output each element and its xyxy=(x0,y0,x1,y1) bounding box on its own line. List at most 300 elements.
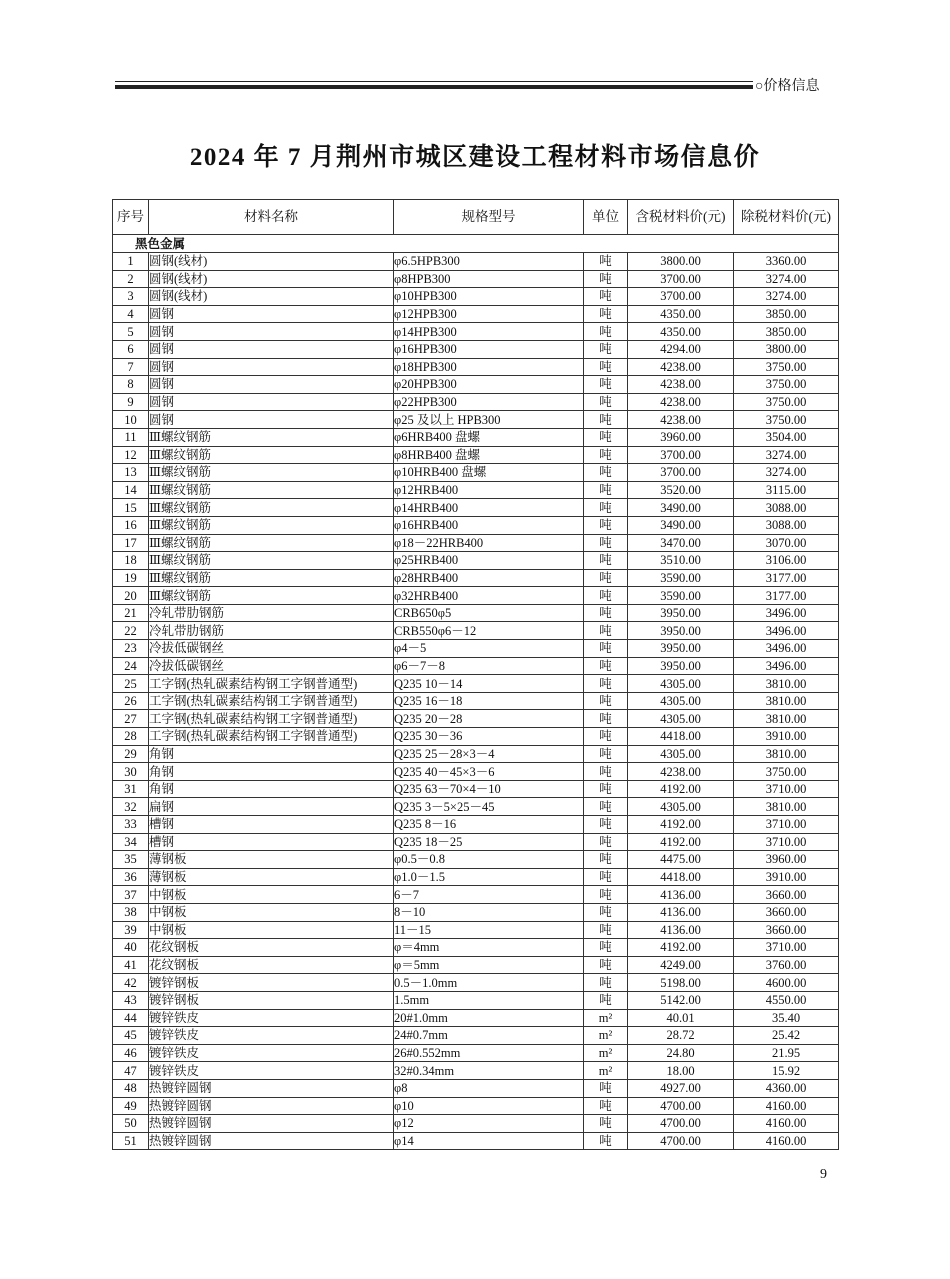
cell-material-name: 圆钢 xyxy=(149,393,394,411)
cell-spec: 11－15 xyxy=(394,921,584,939)
cell-unit: 吨 xyxy=(584,745,628,763)
cell-spec: Q235 30－36 xyxy=(394,728,584,746)
cell-index: 17 xyxy=(113,534,149,552)
cell-price-with-tax: 4700.00 xyxy=(628,1132,734,1150)
cell-unit: 吨 xyxy=(584,675,628,693)
cell-index: 25 xyxy=(113,675,149,693)
cell-price-without-tax: 25.42 xyxy=(734,1027,839,1045)
cell-price-without-tax: 3106.00 xyxy=(734,552,839,570)
cell-price-without-tax: 3850.00 xyxy=(734,305,839,323)
cell-price-with-tax: 4192.00 xyxy=(628,780,734,798)
cell-spec: φ18HPB300 xyxy=(394,358,584,376)
table-row xyxy=(113,1115,839,1133)
cell-unit: 吨 xyxy=(584,323,628,341)
cell-material-name: 圆钢 xyxy=(149,376,394,394)
cell-price-without-tax: 3496.00 xyxy=(734,657,839,675)
cell-material-name: 槽钢 xyxy=(149,833,394,851)
cell-index: 7 xyxy=(113,358,149,376)
cell-unit: 吨 xyxy=(584,903,628,921)
cell-material-name: 工字钢(热轧碳素结构钢工字钢普通型) xyxy=(149,728,394,746)
cell-price-without-tax: 21.95 xyxy=(734,1044,839,1062)
table-row xyxy=(113,657,839,675)
table-row xyxy=(113,851,839,869)
cell-price-with-tax: 3960.00 xyxy=(628,428,734,446)
cell-unit: m² xyxy=(584,1044,628,1062)
cell-price-without-tax: 3496.00 xyxy=(734,604,839,622)
cell-unit: 吨 xyxy=(584,340,628,358)
cell-price-without-tax: 4360.00 xyxy=(734,1079,839,1097)
cell-index: 2 xyxy=(113,270,149,288)
cell-material-name: Ⅲ螺纹钢筋 xyxy=(149,481,394,499)
cell-spec: φ10HRB400 盘螺 xyxy=(394,464,584,482)
cell-spec: φ12HRB400 xyxy=(394,481,584,499)
cell-price-with-tax: 4305.00 xyxy=(628,745,734,763)
cell-unit: 吨 xyxy=(584,446,628,464)
table-row xyxy=(113,939,839,957)
cell-material-name: 镀锌铁皮 xyxy=(149,1062,394,1080)
cell-spec: φ12 xyxy=(394,1115,584,1133)
cell-unit: 吨 xyxy=(584,657,628,675)
table-row xyxy=(113,710,839,728)
cell-price-without-tax: 3660.00 xyxy=(734,903,839,921)
table-row xyxy=(113,974,839,992)
cell-unit: 吨 xyxy=(584,798,628,816)
table-row xyxy=(113,481,839,499)
cell-unit: 吨 xyxy=(584,1097,628,1115)
table-body xyxy=(113,235,839,1150)
cell-material-name: 热镀锌圆钢 xyxy=(149,1097,394,1115)
cell-unit: 吨 xyxy=(584,516,628,534)
cell-index: 4 xyxy=(113,305,149,323)
cell-price-with-tax: 4350.00 xyxy=(628,305,734,323)
cell-price-without-tax: 3504.00 xyxy=(734,428,839,446)
cell-price-without-tax: 3496.00 xyxy=(734,640,839,658)
cell-price-with-tax: 3590.00 xyxy=(628,569,734,587)
table-row xyxy=(113,1079,839,1097)
cell-price-with-tax: 3950.00 xyxy=(628,640,734,658)
cell-price-without-tax: 3177.00 xyxy=(734,569,839,587)
cell-material-name: 镀锌钢板 xyxy=(149,991,394,1009)
cell-material-name: 冷拔低碳钢丝 xyxy=(149,640,394,658)
cell-price-with-tax: 3950.00 xyxy=(628,604,734,622)
cell-index: 18 xyxy=(113,552,149,570)
cell-price-without-tax: 3710.00 xyxy=(734,816,839,834)
cell-index: 1 xyxy=(113,253,149,271)
cell-index: 6 xyxy=(113,340,149,358)
cell-unit: 吨 xyxy=(584,393,628,411)
table-row xyxy=(113,1009,839,1027)
table-row xyxy=(113,1132,839,1150)
table-row xyxy=(113,798,839,816)
cell-price-without-tax: 3660.00 xyxy=(734,886,839,904)
table-row xyxy=(113,833,839,851)
table-row xyxy=(113,446,839,464)
cell-price-without-tax: 3800.00 xyxy=(734,340,839,358)
table-row xyxy=(113,604,839,622)
cell-unit: 吨 xyxy=(584,974,628,992)
cell-spec: φ8 xyxy=(394,1079,584,1097)
cell-unit: 吨 xyxy=(584,464,628,482)
cell-index: 15 xyxy=(113,499,149,517)
cell-material-name: Ⅲ螺纹钢筋 xyxy=(149,464,394,482)
cell-spec: φ6－7－8 xyxy=(394,657,584,675)
cell-index: 37 xyxy=(113,886,149,904)
table-row xyxy=(113,956,839,974)
cell-unit: 吨 xyxy=(584,939,628,957)
table-row xyxy=(113,288,839,306)
table-row xyxy=(113,1097,839,1115)
cell-unit: 吨 xyxy=(584,728,628,746)
cell-price-without-tax: 3710.00 xyxy=(734,833,839,851)
header-price-with-tax: 含税材料价(元) xyxy=(628,200,734,235)
table-row xyxy=(113,393,839,411)
cell-unit: 吨 xyxy=(584,833,628,851)
cell-unit: 吨 xyxy=(584,499,628,517)
table-row xyxy=(113,358,839,376)
table-row xyxy=(113,991,839,1009)
table-row xyxy=(113,464,839,482)
header-material-name: 材料名称 xyxy=(149,200,394,235)
cell-index: 46 xyxy=(113,1044,149,1062)
cell-unit: 吨 xyxy=(584,868,628,886)
cell-price-without-tax: 3710.00 xyxy=(734,780,839,798)
table-row xyxy=(113,411,839,429)
cell-index: 44 xyxy=(113,1009,149,1027)
cell-material-name: 冷拔低碳钢丝 xyxy=(149,657,394,675)
cell-index: 22 xyxy=(113,622,149,640)
cell-price-with-tax: 28.72 xyxy=(628,1027,734,1045)
cell-price-with-tax: 4305.00 xyxy=(628,692,734,710)
cell-spec: Q235 8－16 xyxy=(394,816,584,834)
cell-spec: φ6HRB400 盘螺 xyxy=(394,428,584,446)
cell-material-name: 花纹钢板 xyxy=(149,956,394,974)
cell-unit: 吨 xyxy=(584,569,628,587)
price-table-container xyxy=(112,199,838,1150)
cell-spec: 24#0.7mm xyxy=(394,1027,584,1045)
cell-material-name: 薄钢板 xyxy=(149,868,394,886)
cell-price-with-tax: 4305.00 xyxy=(628,798,734,816)
cell-index: 49 xyxy=(113,1097,149,1115)
cell-spec: φ8HPB300 xyxy=(394,270,584,288)
cell-index: 40 xyxy=(113,939,149,957)
table-row xyxy=(113,340,839,358)
cell-price-with-tax: 3700.00 xyxy=(628,446,734,464)
cell-spec: φ14HRB400 xyxy=(394,499,584,517)
cell-spec: Q235 3－5×25－45 xyxy=(394,798,584,816)
cell-material-name: Ⅲ螺纹钢筋 xyxy=(149,428,394,446)
cell-unit: 吨 xyxy=(584,481,628,499)
cell-price-with-tax: 3950.00 xyxy=(628,657,734,675)
cell-material-name: 镀锌铁皮 xyxy=(149,1027,394,1045)
cell-price-with-tax: 4238.00 xyxy=(628,358,734,376)
cell-price-with-tax: 5142.00 xyxy=(628,991,734,1009)
cell-unit: 吨 xyxy=(584,270,628,288)
header-double-rule xyxy=(115,81,753,89)
cell-material-name: Ⅲ螺纹钢筋 xyxy=(149,516,394,534)
cell-price-with-tax: 3950.00 xyxy=(628,622,734,640)
table-row xyxy=(113,569,839,587)
cell-index: 35 xyxy=(113,851,149,869)
cell-material-name: 工字钢(热轧碳素结构钢工字钢普通型) xyxy=(149,692,394,710)
cell-price-without-tax: 3177.00 xyxy=(734,587,839,605)
cell-spec: Q235 20－28 xyxy=(394,710,584,728)
cell-price-without-tax: 4600.00 xyxy=(734,974,839,992)
cell-spec: φ25 及以上 HPB300 xyxy=(394,411,584,429)
cell-unit: 吨 xyxy=(584,534,628,552)
table-row xyxy=(113,270,839,288)
table-row xyxy=(113,1027,839,1045)
cell-unit: 吨 xyxy=(584,428,628,446)
cell-price-with-tax: 4192.00 xyxy=(628,939,734,957)
cell-spec: φ20HPB300 xyxy=(394,376,584,394)
cell-index: 10 xyxy=(113,411,149,429)
cell-spec: φ16HPB300 xyxy=(394,340,584,358)
cell-spec: φ22HPB300 xyxy=(394,393,584,411)
cell-price-without-tax: 3810.00 xyxy=(734,798,839,816)
cell-price-without-tax: 3115.00 xyxy=(734,481,839,499)
cell-spec: CRB550φ6－12 xyxy=(394,622,584,640)
cell-spec: 6－7 xyxy=(394,886,584,904)
cell-spec: φ＝5mm xyxy=(394,956,584,974)
cell-spec: 1.5mm xyxy=(394,991,584,1009)
cell-material-name: 冷轧带肋钢筋 xyxy=(149,622,394,640)
cell-price-with-tax: 3470.00 xyxy=(628,534,734,552)
cell-unit: 吨 xyxy=(584,587,628,605)
cell-material-name: 圆钢 xyxy=(149,340,394,358)
cell-price-with-tax: 4305.00 xyxy=(628,675,734,693)
table-header xyxy=(113,200,839,235)
cell-price-without-tax: 3496.00 xyxy=(734,622,839,640)
cell-price-with-tax: 4700.00 xyxy=(628,1097,734,1115)
cell-unit: 吨 xyxy=(584,552,628,570)
cell-unit: 吨 xyxy=(584,358,628,376)
cell-price-with-tax: 3590.00 xyxy=(628,587,734,605)
cell-material-name: Ⅲ螺纹钢筋 xyxy=(149,552,394,570)
cell-price-without-tax: 3810.00 xyxy=(734,745,839,763)
table-row xyxy=(113,745,839,763)
cell-unit: 吨 xyxy=(584,780,628,798)
cell-index: 23 xyxy=(113,640,149,658)
cell-index: 41 xyxy=(113,956,149,974)
cell-price-with-tax: 4192.00 xyxy=(628,816,734,834)
cell-price-with-tax: 4238.00 xyxy=(628,393,734,411)
section-title: 黑色金属 xyxy=(113,235,839,253)
cell-price-with-tax: 3800.00 xyxy=(628,253,734,271)
cell-index: 20 xyxy=(113,587,149,605)
cell-index: 24 xyxy=(113,657,149,675)
cell-material-name: 中钢板 xyxy=(149,886,394,904)
cell-price-without-tax: 3660.00 xyxy=(734,921,839,939)
cell-spec: CRB650φ5 xyxy=(394,604,584,622)
cell-price-without-tax: 3750.00 xyxy=(734,411,839,429)
cell-price-without-tax: 3274.00 xyxy=(734,464,839,482)
cell-material-name: 扁钢 xyxy=(149,798,394,816)
table-row xyxy=(113,1044,839,1062)
header-price-without-tax: 除税材料价(元) xyxy=(734,200,839,235)
cell-spec: φ8HRB400 盘螺 xyxy=(394,446,584,464)
cell-price-with-tax: 4238.00 xyxy=(628,763,734,781)
cell-price-with-tax: 4192.00 xyxy=(628,833,734,851)
cell-price-without-tax: 3274.00 xyxy=(734,446,839,464)
cell-unit: m² xyxy=(584,1062,628,1080)
cell-price-with-tax: 4305.00 xyxy=(628,710,734,728)
cell-price-without-tax: 4160.00 xyxy=(734,1097,839,1115)
cell-price-with-tax: 40.01 xyxy=(628,1009,734,1027)
cell-price-without-tax: 3850.00 xyxy=(734,323,839,341)
table-row xyxy=(113,534,839,552)
cell-index: 12 xyxy=(113,446,149,464)
table-row xyxy=(113,763,839,781)
cell-price-with-tax: 3490.00 xyxy=(628,499,734,517)
cell-spec: Q235 25－28×3－4 xyxy=(394,745,584,763)
table-row xyxy=(113,516,839,534)
cell-index: 27 xyxy=(113,710,149,728)
cell-price-without-tax: 4160.00 xyxy=(734,1132,839,1150)
page-title: 2024 年 7 月荆州市城区建设工程材料市场信息价 xyxy=(189,144,761,171)
cell-unit: 吨 xyxy=(584,1132,628,1150)
cell-index: 16 xyxy=(113,516,149,534)
cell-index: 11 xyxy=(113,428,149,446)
cell-material-name: 角钢 xyxy=(149,745,394,763)
cell-price-without-tax: 3810.00 xyxy=(734,710,839,728)
cell-price-with-tax: 4418.00 xyxy=(628,728,734,746)
cell-price-with-tax: 4418.00 xyxy=(628,868,734,886)
table-row xyxy=(113,816,839,834)
cell-price-with-tax: 18.00 xyxy=(628,1062,734,1080)
cell-unit: 吨 xyxy=(584,622,628,640)
cell-spec: Q235 10－14 xyxy=(394,675,584,693)
cell-index: 32 xyxy=(113,798,149,816)
header-spec: 规格型号 xyxy=(394,200,584,235)
table-row xyxy=(113,921,839,939)
cell-unit: 吨 xyxy=(584,253,628,271)
cell-index: 9 xyxy=(113,393,149,411)
table-row xyxy=(113,376,839,394)
cell-unit: 吨 xyxy=(584,1079,628,1097)
cell-index: 45 xyxy=(113,1027,149,1045)
cell-material-name: 角钢 xyxy=(149,763,394,781)
cell-material-name: Ⅲ螺纹钢筋 xyxy=(149,534,394,552)
cell-spec: Q235 63－70×4－10 xyxy=(394,780,584,798)
cell-price-with-tax: 3510.00 xyxy=(628,552,734,570)
section-row xyxy=(113,235,839,253)
cell-material-name: 镀锌钢板 xyxy=(149,974,394,992)
header-index: 序号 xyxy=(113,200,149,235)
cell-material-name: 花纹钢板 xyxy=(149,939,394,957)
cell-price-without-tax: 3088.00 xyxy=(734,499,839,517)
cell-index: 14 xyxy=(113,481,149,499)
cell-unit: 吨 xyxy=(584,604,628,622)
cell-unit: 吨 xyxy=(584,305,628,323)
cell-unit: 吨 xyxy=(584,991,628,1009)
cell-spec: 0.5－1.0mm xyxy=(394,974,584,992)
cell-material-name: 圆钢 xyxy=(149,411,394,429)
cell-material-name: 热镀锌圆钢 xyxy=(149,1115,394,1133)
cell-price-without-tax: 3960.00 xyxy=(734,851,839,869)
cell-index: 3 xyxy=(113,288,149,306)
cell-index: 33 xyxy=(113,816,149,834)
cell-spec: φ1.0－1.5 xyxy=(394,868,584,886)
cell-unit: 吨 xyxy=(584,288,628,306)
cell-spec: 26#0.552mm xyxy=(394,1044,584,1062)
cell-index: 21 xyxy=(113,604,149,622)
cell-price-without-tax: 35.40 xyxy=(734,1009,839,1027)
cell-material-name: 圆钢 xyxy=(149,323,394,341)
cell-price-without-tax: 3710.00 xyxy=(734,939,839,957)
cell-index: 29 xyxy=(113,745,149,763)
table-row xyxy=(113,640,839,658)
table-row xyxy=(113,692,839,710)
cell-unit: m² xyxy=(584,1009,628,1027)
cell-price-without-tax: 15.92 xyxy=(734,1062,839,1080)
cell-unit: 吨 xyxy=(584,921,628,939)
header-unit: 单位 xyxy=(584,200,628,235)
cell-price-with-tax: 3700.00 xyxy=(628,464,734,482)
cell-spec: φ18－22HRB400 xyxy=(394,534,584,552)
cell-unit: 吨 xyxy=(584,710,628,728)
cell-price-without-tax: 4160.00 xyxy=(734,1115,839,1133)
cell-price-with-tax: 24.80 xyxy=(628,1044,734,1062)
cell-unit: 吨 xyxy=(584,956,628,974)
cell-material-name: 圆钢(线材) xyxy=(149,270,394,288)
cell-spec: 8－10 xyxy=(394,903,584,921)
cell-material-name: 镀锌铁皮 xyxy=(149,1044,394,1062)
cell-index: 5 xyxy=(113,323,149,341)
cell-spec: φ10 xyxy=(394,1097,584,1115)
table-row xyxy=(113,780,839,798)
cell-spec: φ6.5HPB300 xyxy=(394,253,584,271)
cell-spec: Q235 16－18 xyxy=(394,692,584,710)
cell-price-with-tax: 3700.00 xyxy=(628,288,734,306)
cell-unit: 吨 xyxy=(584,816,628,834)
cell-index: 42 xyxy=(113,974,149,992)
cell-material-name: 角钢 xyxy=(149,780,394,798)
cell-index: 28 xyxy=(113,728,149,746)
cell-spec: φ28HRB400 xyxy=(394,569,584,587)
page-number: 9 xyxy=(820,1167,827,1182)
table-row xyxy=(113,305,839,323)
cell-index: 34 xyxy=(113,833,149,851)
cell-index: 26 xyxy=(113,692,149,710)
cell-material-name: 工字钢(热轧碳素结构钢工字钢普通型) xyxy=(149,675,394,693)
cell-unit: 吨 xyxy=(584,886,628,904)
cell-material-name: 圆钢 xyxy=(149,305,394,323)
cell-material-name: 冷轧带肋钢筋 xyxy=(149,604,394,622)
cell-unit: 吨 xyxy=(584,1115,628,1133)
table-row xyxy=(113,886,839,904)
cell-spec: φ12HPB300 xyxy=(394,305,584,323)
cell-price-without-tax: 3750.00 xyxy=(734,393,839,411)
cell-index: 43 xyxy=(113,991,149,1009)
cell-index: 47 xyxy=(113,1062,149,1080)
cell-material-name: 槽钢 xyxy=(149,816,394,834)
cell-spec: 32#0.34mm xyxy=(394,1062,584,1080)
table-row xyxy=(113,323,839,341)
cell-price-without-tax: 3810.00 xyxy=(734,675,839,693)
cell-material-name: 热镀锌圆钢 xyxy=(149,1079,394,1097)
cell-price-with-tax: 4136.00 xyxy=(628,886,734,904)
cell-price-without-tax: 3910.00 xyxy=(734,728,839,746)
cell-unit: 吨 xyxy=(584,692,628,710)
cell-price-without-tax: 3274.00 xyxy=(734,270,839,288)
cell-spec: Q235 18－25 xyxy=(394,833,584,851)
cell-price-with-tax: 3520.00 xyxy=(628,481,734,499)
cell-index: 39 xyxy=(113,921,149,939)
table-row xyxy=(113,903,839,921)
cell-material-name: 工字钢(热轧碳素结构钢工字钢普通型) xyxy=(149,710,394,728)
cell-price-without-tax: 4550.00 xyxy=(734,991,839,1009)
cell-spec: Q235 40－45×3－6 xyxy=(394,763,584,781)
